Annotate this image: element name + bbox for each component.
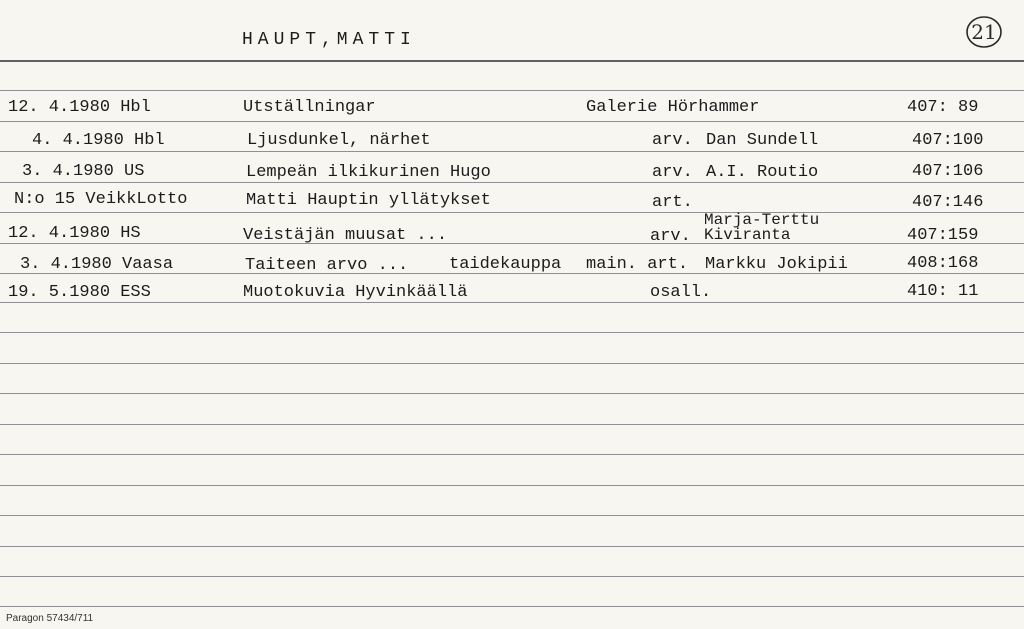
entry-person: Galerie Hörhammer bbox=[586, 98, 760, 117]
rule-line bbox=[0, 576, 1024, 577]
entry-role: arv. bbox=[652, 131, 693, 150]
entry-title: Lempeän ilkikurinen Hugo bbox=[246, 163, 491, 182]
header-rule bbox=[0, 60, 1024, 62]
rule-line bbox=[0, 302, 1024, 303]
rule-line bbox=[0, 546, 1024, 547]
stamp-circle-icon bbox=[964, 12, 1004, 52]
entry-ref: 410: 11 bbox=[907, 282, 979, 301]
rule-line bbox=[0, 182, 1024, 183]
rule-line bbox=[0, 151, 1024, 152]
entry-ref: 407:106 bbox=[912, 162, 984, 181]
card-title: HAUPT,MATTI bbox=[242, 30, 416, 50]
rule-line bbox=[0, 606, 1024, 607]
rule-line bbox=[0, 243, 1024, 244]
entry-role: arv. bbox=[652, 163, 693, 182]
entry-date: 3. 4.1980 US bbox=[22, 162, 145, 181]
entry-ref: 407:146 bbox=[912, 193, 984, 212]
entry-date: 12. 4.1980 HS bbox=[8, 224, 141, 243]
rule-line bbox=[0, 515, 1024, 516]
entry-ref: 407:100 bbox=[912, 131, 984, 150]
entry-date: 19. 5.1980 ESS bbox=[8, 283, 151, 302]
entry-title: Veistäjän muusat ... bbox=[243, 226, 448, 245]
entry-date: 3. 4.1980 Vaasa bbox=[20, 255, 174, 274]
entry-person: Dan Sundell bbox=[706, 131, 819, 150]
entry-date: N:o 15 VeikkLotto bbox=[14, 190, 188, 209]
entry-role: osall. bbox=[650, 283, 712, 302]
entry-title: Ljusdunkel, närhet bbox=[247, 131, 431, 150]
circled-number-stamp bbox=[964, 12, 1004, 52]
rule-line bbox=[0, 393, 1024, 394]
entry-role: arv. bbox=[650, 227, 691, 246]
entry-ref: 408:168 bbox=[907, 254, 979, 273]
entry-ref: 407:159 bbox=[907, 226, 979, 245]
entry-title: Muotokuvia Hyvinkäällä bbox=[243, 283, 468, 302]
entry-role: main. art. bbox=[586, 255, 689, 274]
entry-date: 12. 4.1980 Hbl bbox=[8, 98, 151, 117]
rule-line bbox=[0, 90, 1024, 91]
entry-title: Taiteen arvo ... bbox=[245, 256, 409, 275]
entry-title: Matti Hauptin yllätykset bbox=[246, 191, 491, 210]
rule-line bbox=[0, 212, 1024, 213]
rule-line bbox=[0, 332, 1024, 333]
rule-line bbox=[0, 485, 1024, 486]
card-footer: Paragon 57434/711 bbox=[6, 613, 94, 624]
rule-line bbox=[0, 363, 1024, 364]
entry-extra: taidekauppa bbox=[449, 255, 562, 274]
entry-person: A.I. Routio bbox=[706, 163, 819, 182]
rule-line bbox=[0, 454, 1024, 455]
stamp-number: 21 bbox=[971, 20, 997, 44]
rule-line bbox=[0, 121, 1024, 122]
entry-role: art. bbox=[652, 193, 693, 212]
entry-person: Markku Jokipii bbox=[705, 255, 848, 274]
entry-date: 4. 4.1980 Hbl bbox=[32, 131, 165, 150]
entry-title: Utställningar bbox=[243, 98, 376, 117]
entry-person: Kiviranta bbox=[704, 226, 791, 244]
rule-line bbox=[0, 424, 1024, 425]
entry-person-line1: Marja-Terttu bbox=[704, 211, 820, 229]
entry-ref: 407: 89 bbox=[907, 98, 979, 117]
